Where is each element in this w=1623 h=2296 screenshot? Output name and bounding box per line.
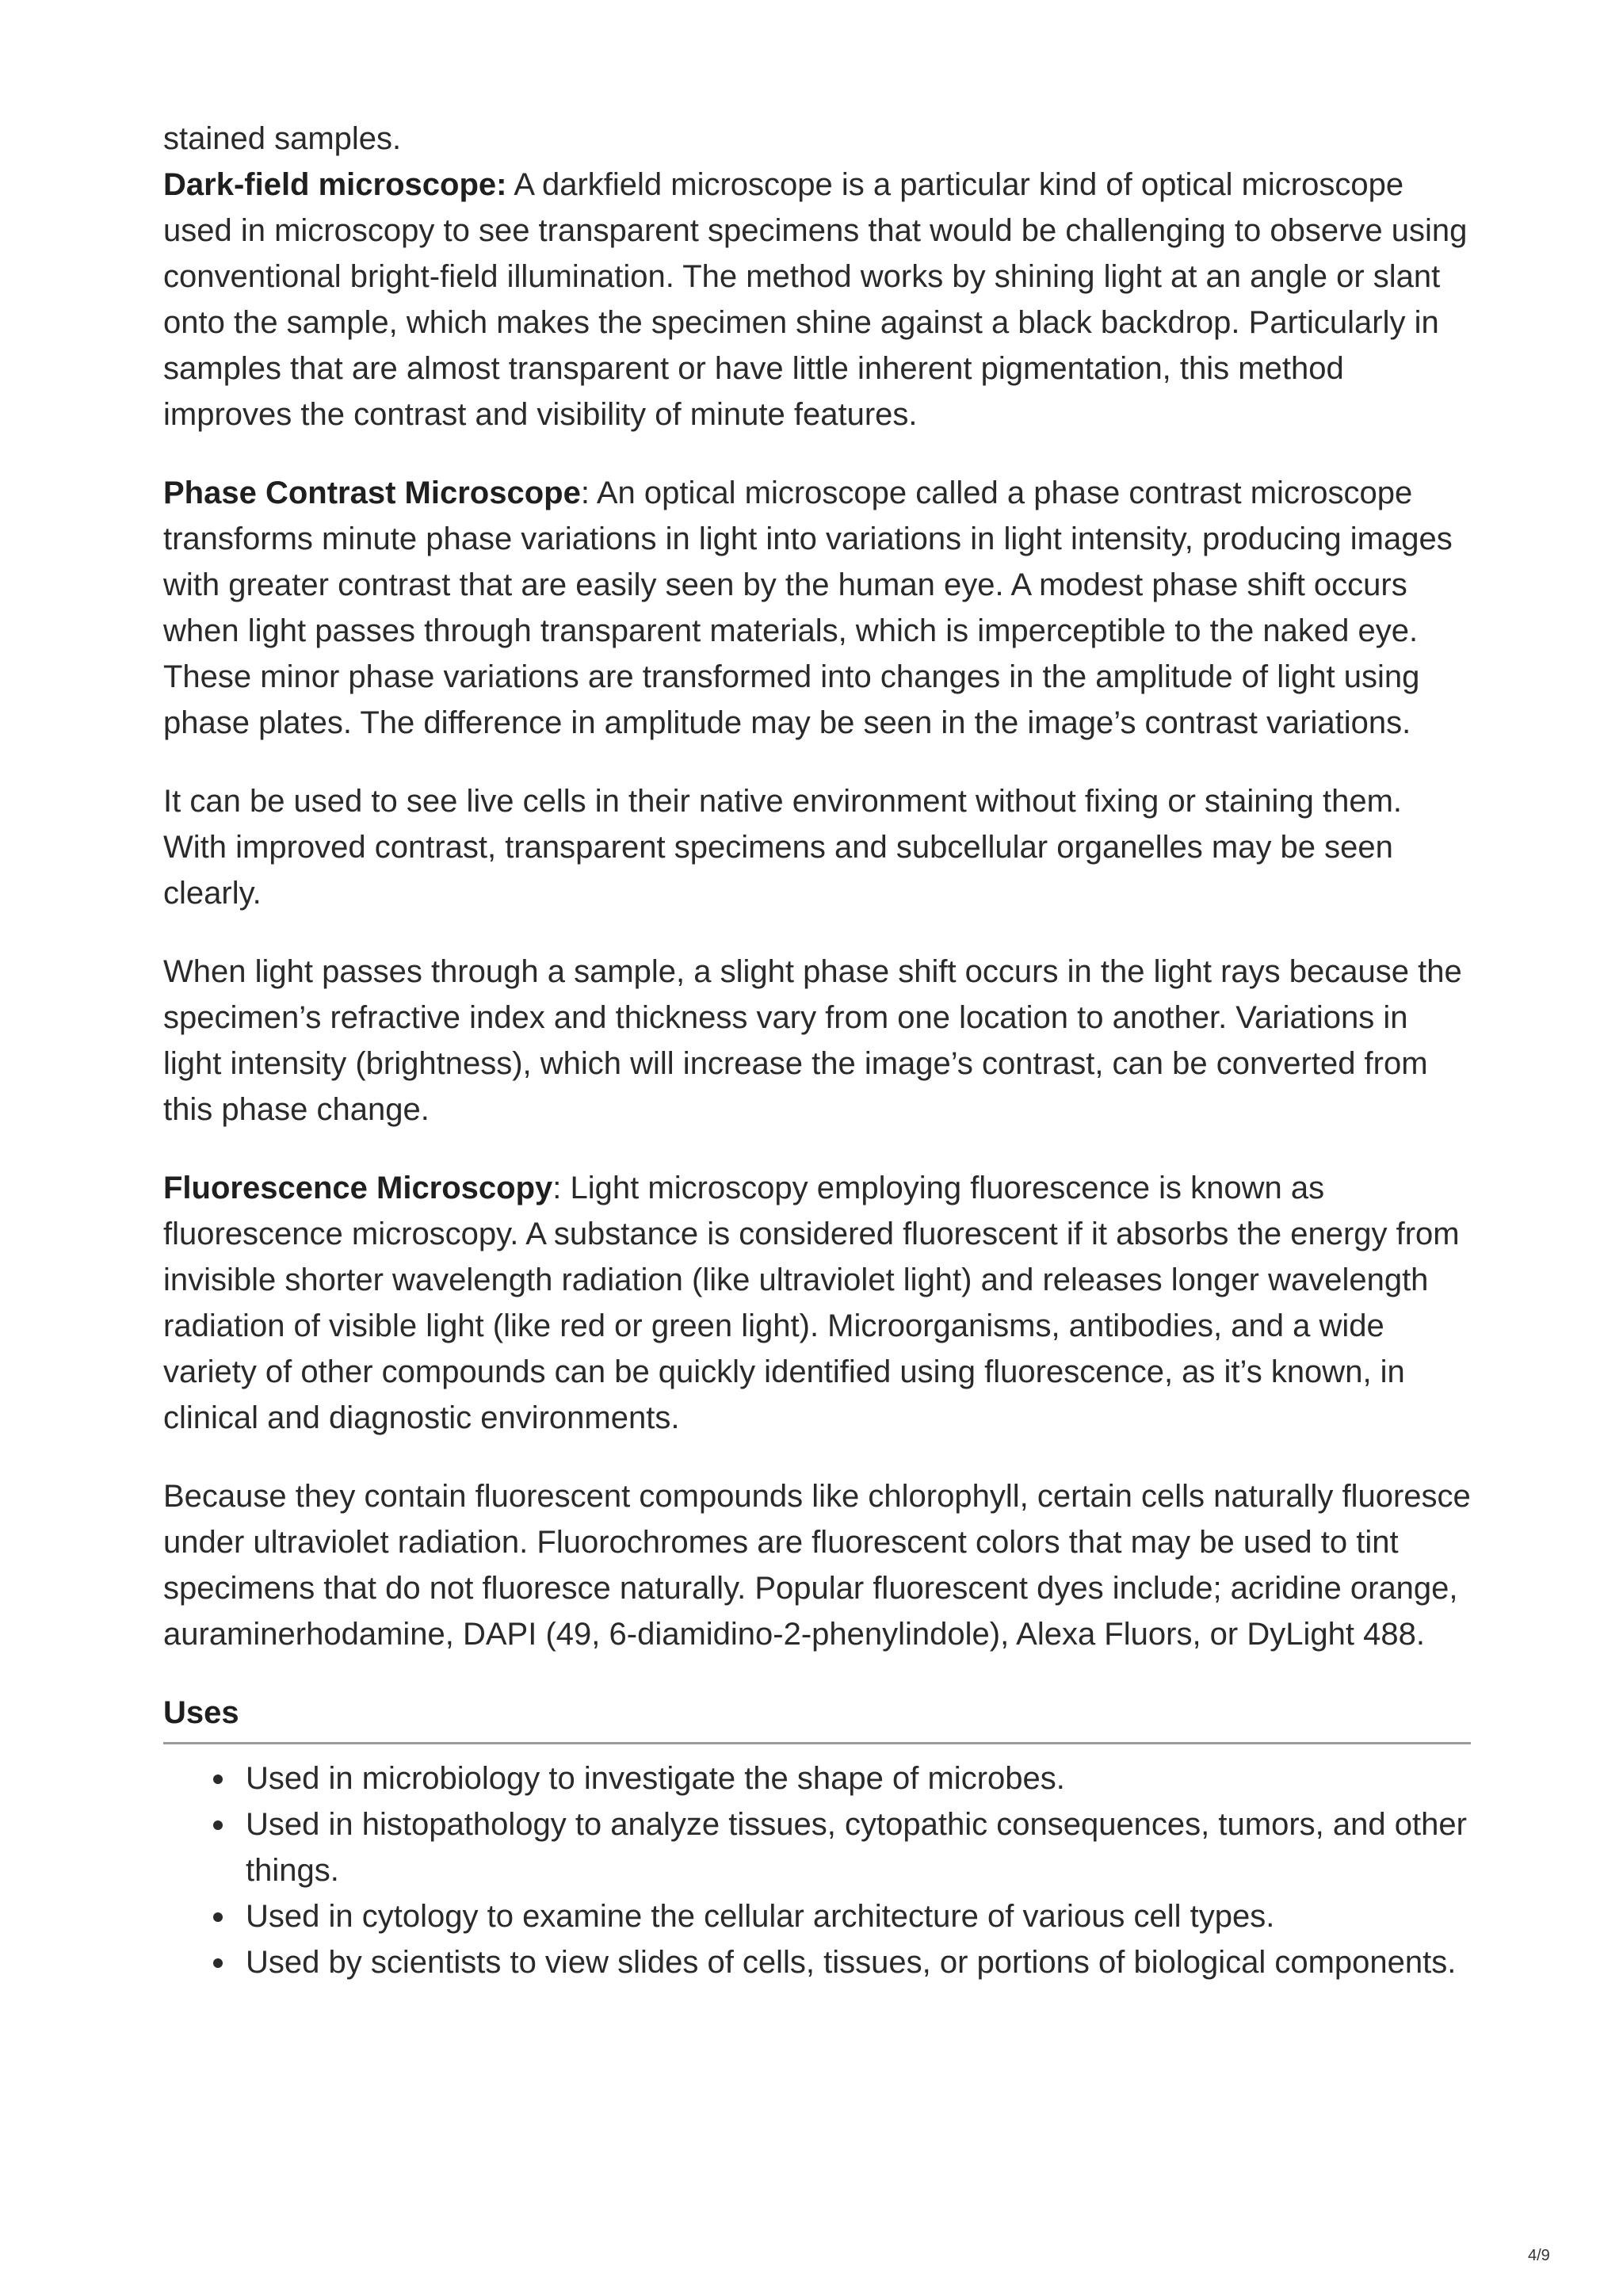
paragraph-fluorochromes: Because they contain fluorescent compounds like chlorophyll, certain cells naturally fluoresce under ultraviolet radiation. Fluorochromes are fluorescent colors that may be used to tint specimens that do not fluoresce naturally. Popular fluorescent dyes include; acridine orange, auraminerhodamine, DAPI (49, 6-diamidino-2-phenylindole), Alexa Fluors, or DyLight 488. xyxy=(163,1479,1471,1652)
list-item: Used in cytology to examine the cellular architecture of various cell types. xyxy=(246,1893,1471,1939)
darkfield-text: A darkfield microscope is a particular kind of optical microscope used in microscopy to see transparent specimens that would be challenging to observe using conventional bright-field illumination. The method works by shining light at an angle or slant onto the sample, which makes the specimen shine against a black backdrop. Particularly in samples that are almost transparent or have little inherent pigmentation, this method improves the contrast and visibility of minute features. xyxy=(163,167,1468,432)
list-item: Used in histopathology to analyze tissues, cytopathic consequences, tumors, and other things. xyxy=(246,1801,1471,1893)
uses-list xyxy=(163,1755,1471,1985)
term-fluorescence: Fluorescence Microscopy xyxy=(163,1171,553,1205)
fluorescence-text: : Light microscopy employing fluorescence is known as fluorescence microscopy. A substance is considered fluorescent if it absorbs the energy from invisible shorter wavelength radiation (like ultraviolet light) and releases longer wavelength radiation of visible light (like red or green light). Microorganisms, antibodies, and a wide variety of other compounds can be quickly identified using fluorescence, as it’s known, in clinical and diagnostic environments. xyxy=(163,1171,1460,1435)
paragraph-live-cells: It can be used to see live cells in their native environment without fixing or staining them. With improved contrast, transparent specimens and subcellular organelles may be seen clearly. xyxy=(163,784,1403,911)
phase-contrast-text: : An optical microscope called a phase contrast microscope transforms minute phase variations in light into variations in light intensity, producing images with greater contrast that are easily seen by the human eye. A modest phase shift occurs when light passes through transparent materials, which is imperceptible to the naked eye. These minor phase variations are transformed into changes in the amplitude of light using phase plates. The difference in amplitude may be seen in the image’s contrast variations. xyxy=(163,476,1453,740)
term-darkfield: Dark-field microscope: xyxy=(163,167,507,202)
page-number: 4/9 xyxy=(1528,2247,1550,2264)
document-body xyxy=(163,116,1471,1985)
paragraph-fluorescence xyxy=(163,1165,1471,1441)
paragraph-phase-contrast xyxy=(163,470,1471,746)
list-item: Used by scientists to view slides of cells, tissues, or portions of biological components. xyxy=(246,1939,1471,1985)
uses-heading: Uses xyxy=(163,1690,1471,1744)
paragraph-phase-shift: When light passes through a sample, a slight phase shift occurs in the light rays because the specimen’s refractive index and thickness vary from one location to another. Variations in light intensity (brightness), which will increase the image’s contrast, can be converted from this phase change. xyxy=(163,954,1462,1127)
paragraph-stained-samples: stained samples. xyxy=(163,121,402,156)
list-item: Used in microbiology to investigate the shape of microbes. xyxy=(246,1755,1471,1801)
paragraph-darkfield xyxy=(163,162,1471,437)
term-phase-contrast: Phase Contrast Microscope xyxy=(163,476,581,510)
